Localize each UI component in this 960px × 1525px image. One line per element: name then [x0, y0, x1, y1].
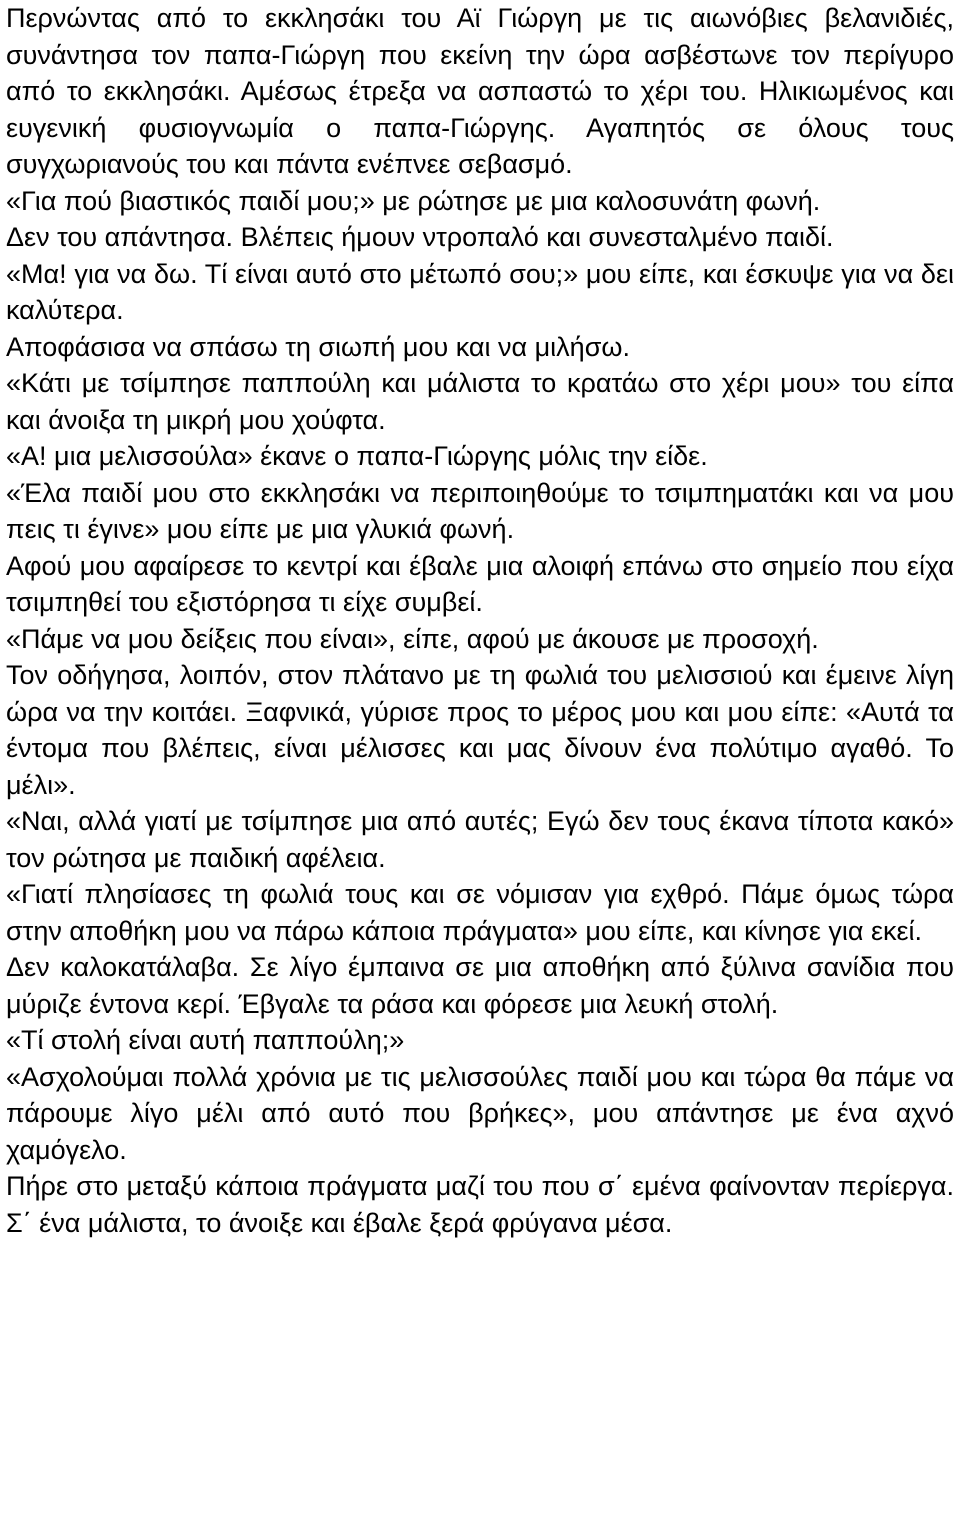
paragraph: «Πάμε να μου δείξεις που είναι», είπε, αφού με άκουσε με προσοχή.: [6, 623, 819, 654]
paragraph: Τον οδήγησα, λοιπόν, στον πλάτανο με τη φωλιά του μελισσιού και έμεινε λίγη ώρα να την κοιτάει. Ξαφνικά, γύρισε προς το μέρος μου και μου είπε: «Αυτά τα έντομα που βλέπεις, είναι μέλισσες και μας δίνουν ένα πολύτιμο αγαθό. Το μέλι».: [6, 660, 954, 800]
paragraph: Πήρε στο μεταξύ κάποια πράγματα μαζί του που σ΄ εμένα φαίνονταν περίεργα. Σ΄ ένα μάλιστα, το άνοιξε και έβαλε ξερά φρύγανα μέσα.: [6, 1171, 954, 1238]
paragraph: «Για πού βιαστικός παιδί μου;» με ρώτησε με μια καλοσυνάτη φωνή.: [6, 185, 821, 216]
paragraph: Αφού μου αφαίρεσε το κεντρί και έβαλε μια αλοιφή επάνω στο σημείο που είχα τσιμπηθεί του εξιστόρησα τι είχε συμβεί.: [6, 550, 954, 617]
paragraph: «Κάτι με τσίμπησε παππούλη και μάλιστα το κρατάω στο χέρι μου» του είπα και άνοιξα τη μικρή μου χούφτα.: [6, 368, 954, 435]
paragraph: Δεν του απάντησα. Βλέπεις ήμουν ντροπαλό και συνεσταλμένο παιδί.: [6, 222, 834, 252]
paragraph: «Γιατί πλησίασες τη φωλιά τους και σε νόμισαν για εχθρό. Πάμε όμως τώρα στην αποθήκη μου να πάρω κάποια πράγματα» μου είπε, και κίνησε για εκεί.: [6, 879, 954, 946]
paragraph: Αποφάσισα να σπάσω τη σιωπή μου και να μιλήσω.: [6, 331, 630, 362]
paragraph: «Μα! για να δω. Τί είναι αυτό στο μέτωπό σου;» μου είπε, και έσκυψε για να δει καλύτερα.: [6, 258, 954, 325]
paragraph: «Έλα παιδί μου στο εκκλησάκι να περιποιηθούμε το τσιμπηματάκι και να μου πεις τι έγινε» μου είπε με μια γλυκιά φωνή.: [6, 477, 954, 544]
paragraph: Δεν καλοκατάλαβα. Σε λίγο έμπαινα σε μια αποθήκη από ξύλινα σανίδια που μύριζε έντονα κερί. Έβγαλε τα ράσα και φόρεσε μια λευκή στολή.: [6, 952, 954, 1019]
paragraph: «Ασχολούμαι πολλά χρόνια με τις μελισσούλες παιδί μου και τώρα θα πάμε να πάρουμε λίγο μέλι από αυτό που βρήκες», μου απάντησε με ένα αχνό χαμόγελο.: [6, 1061, 954, 1165]
paragraph: Περνώντας από το εκκλησάκι του Αϊ Γιώργη με τις αιωνόβιες βελανιδιές, συνάντησα τον παπα-Γιώργη που εκείνη την ώρα ασβέστωνε τον περίγυρο από το εκκλησάκι. Αμέσως έτρεξα να ασπαστώ το χέρι του. Ηλικιωμένος και ευγενική φυσιογνωμία ο παπα-Γιώργης. Αγαπητός σε όλους τους συγχωριανούς του και πάντα ενέπνεε σεβασμό.: [6, 3, 954, 179]
paragraph: «Ναι, αλλά γιατί με τσίμπησε μια από αυτές; Εγώ δεν τους έκανα τίποτα κακό» τον ρώτησα με παιδική αφέλεια.: [6, 806, 954, 873]
paragraph: «Α! μια μελισσούλα» έκανε ο παπα-Γιώργης μόλις την είδε.: [6, 441, 708, 471]
paragraph: «Τί στολή είναι αυτή παππούλη;»: [6, 1025, 405, 1055]
